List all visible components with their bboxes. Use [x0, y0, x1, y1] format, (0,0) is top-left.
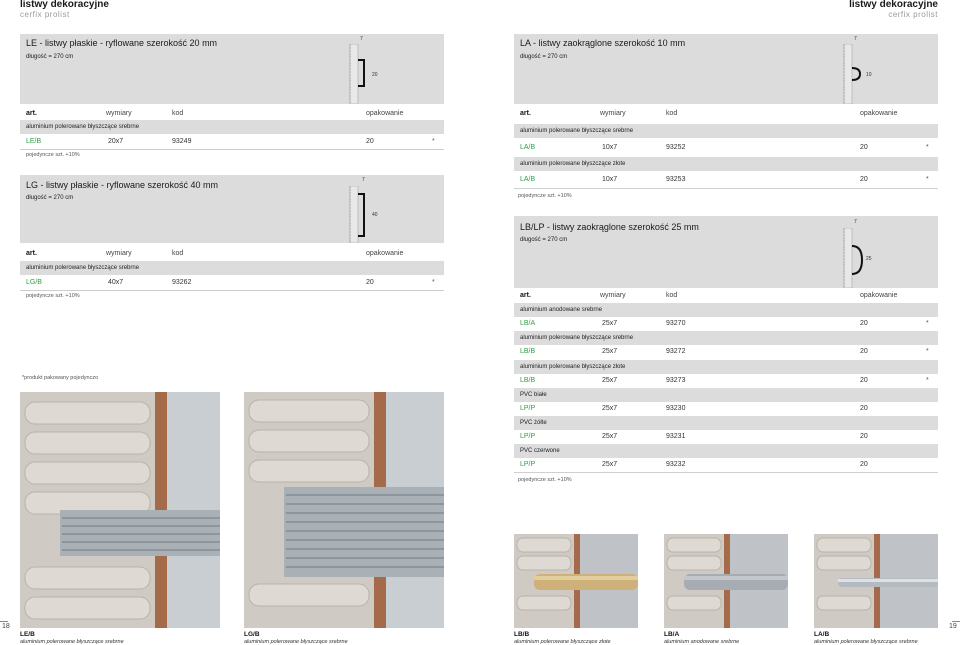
- lg-th-kod: kod: [172, 250, 184, 257]
- lb-length: długość = 270 cm: [520, 237, 568, 243]
- row-op: 20: [860, 433, 868, 440]
- lb-profile-diagram: [834, 228, 894, 288]
- lg-th-opakowanie: opakowanie: [366, 250, 404, 257]
- row-dim: 10x7: [602, 144, 618, 151]
- row-star: *: [926, 377, 929, 384]
- lb-dim-side: 25: [866, 256, 872, 262]
- table-row: [514, 345, 938, 359]
- table-row: [514, 173, 938, 187]
- caption-code: LB/B: [514, 631, 530, 638]
- table-row: [20, 135, 444, 149]
- table-row: [20, 276, 444, 290]
- le-note: pojedyncze szt. +10%: [26, 152, 80, 158]
- lb-th-wymiary: wymiary: [600, 292, 626, 299]
- divider: [514, 188, 938, 189]
- la-title: LA - listwy zaokrąglone szerokość 10 mm: [520, 38, 686, 48]
- left-page-title: listwy dekoracyjne: [20, 0, 109, 10]
- page-tick-right: [952, 621, 960, 622]
- footnote: *produkt pakowany pojedynczo: [22, 375, 99, 381]
- row-dim: 25x7: [602, 461, 618, 468]
- la-length: długość = 270 cm: [520, 54, 568, 60]
- caption-code: LB/A: [664, 631, 680, 638]
- le-dim-top: 7: [360, 36, 363, 42]
- row-star: *: [432, 138, 435, 145]
- table-row: [514, 402, 938, 416]
- caption-desc: aluminium anodowane srebrne: [664, 639, 740, 645]
- row-op: 20: [860, 377, 868, 384]
- row-op: 20: [860, 461, 868, 468]
- divider: [514, 472, 938, 473]
- caption-code: LA/B: [814, 631, 830, 638]
- le-profile-diagram: [340, 44, 400, 104]
- page-tick-left: [0, 621, 8, 622]
- caption-desc: aluminium polerowane błyszczące srebrne: [20, 639, 124, 645]
- le-th-kod: kod: [172, 110, 184, 117]
- row-code: LA/B: [520, 144, 536, 151]
- row-code: LB/B: [520, 348, 536, 355]
- caption-desc: aluminium polerowane błyszczące srebrne: [244, 639, 348, 645]
- lg-th-art: art.: [26, 250, 37, 257]
- lb-th-opakowanie: opakowanie: [860, 292, 898, 299]
- row-star: *: [926, 320, 929, 327]
- lg-th-wymiary: wymiary: [106, 250, 132, 257]
- row-op: 20: [366, 279, 374, 286]
- page-number-right: 19: [949, 623, 957, 630]
- row-code: LE/B: [26, 138, 42, 145]
- lb-category: PVC czerwone: [514, 444, 938, 458]
- row-dim: 40x7: [108, 279, 124, 286]
- photo-le-b: [20, 392, 220, 628]
- la-th-wymiary: wymiary: [600, 110, 626, 117]
- row-dim: 25x7: [602, 320, 618, 327]
- lg-dim-side: 40: [372, 212, 378, 218]
- lb-th-art: art.: [520, 292, 531, 299]
- caption-desc: aluminium polerowane błyszczące srebrne: [814, 639, 918, 645]
- row-dim: 20x7: [108, 138, 124, 145]
- row-star: *: [926, 348, 929, 355]
- lb-note: pojedyncze szt. +10%: [518, 477, 572, 483]
- divider: [20, 290, 444, 291]
- row-code: LP/P: [520, 405, 536, 412]
- divider: [20, 149, 444, 150]
- photo-la-b: [814, 534, 938, 628]
- caption-code: LE/B: [20, 631, 35, 638]
- caption-code: LG/B: [244, 631, 260, 638]
- lg-note: pojedyncze szt. +10%: [26, 293, 80, 299]
- row-op: 20: [366, 138, 374, 145]
- row-code: LP/P: [520, 433, 536, 440]
- left-brand: cerfix prolist: [20, 10, 70, 19]
- lb-category: PVC żółte: [514, 416, 938, 430]
- row-code: LP/P: [520, 461, 536, 468]
- le-th-wymiary: wymiary: [106, 110, 132, 117]
- row-op: 20: [860, 176, 868, 183]
- le-title: LE - listwy płaskie - ryflowane szerokość 20 mm: [26, 38, 218, 48]
- row-kod: 93252: [666, 144, 686, 151]
- photo-lg-b: [244, 392, 444, 628]
- table-row: [514, 458, 938, 472]
- la-th-kod: kod: [666, 110, 678, 117]
- row-kod: 93272: [666, 348, 686, 355]
- la-dim-top: 7: [854, 36, 857, 42]
- la-note: pojedyncze szt. +10%: [518, 193, 572, 199]
- la-category: aluminium polerowane błyszczące złote: [514, 157, 938, 171]
- row-op: 20: [860, 144, 868, 151]
- row-code: LB/B: [520, 377, 536, 384]
- lb-title: LB/LP - listwy zaokrąglone szerokość 25 mm: [520, 222, 699, 232]
- row-star: *: [926, 176, 929, 183]
- row-kod: 93270: [666, 320, 686, 327]
- le-length: długość = 270 cm: [26, 54, 74, 60]
- row-kod: 93253: [666, 176, 686, 183]
- lg-profile-diagram: [340, 186, 400, 243]
- row-op: 20: [860, 320, 868, 327]
- row-dim: 25x7: [602, 433, 618, 440]
- table-row: [514, 141, 938, 155]
- lg-length: długość = 270 cm: [26, 195, 74, 201]
- le-th-art: art.: [26, 110, 37, 117]
- row-kod: 93231: [666, 433, 686, 440]
- le-category: aluminium polerowane błyszczące srebrne: [20, 120, 444, 134]
- lg-category: aluminium polerowane błyszczące srebrne: [20, 261, 444, 275]
- la-th-art: art.: [520, 110, 531, 117]
- row-dim: 25x7: [602, 348, 618, 355]
- row-dim: 25x7: [602, 405, 618, 412]
- table-row: [514, 317, 938, 331]
- lb-category: aluminium polerowane błyszczące srebrne: [514, 331, 938, 345]
- row-dim: 25x7: [602, 377, 618, 384]
- photo-lb-b: [514, 534, 638, 628]
- row-kod: 93273: [666, 377, 686, 384]
- row-op: 20: [860, 348, 868, 355]
- right-page-title: listwy dekoracyjne: [849, 0, 938, 10]
- row-dim: 10x7: [602, 176, 618, 183]
- lb-dim-top: 7: [854, 219, 857, 225]
- la-profile-diagram: [834, 44, 894, 104]
- caption-desc: aluminium polerowane błyszczące złote: [514, 639, 611, 645]
- table-row: [514, 374, 938, 388]
- row-kod: 93230: [666, 405, 686, 412]
- right-brand: cerfix prolist: [888, 10, 938, 19]
- la-th-opakowanie: opakowanie: [860, 110, 898, 117]
- la-dim-side: 10: [866, 72, 872, 78]
- lb-th-kod: kod: [666, 292, 678, 299]
- le-dim-side: 20: [372, 72, 378, 78]
- row-code: LB/A: [520, 320, 536, 327]
- lb-category: aluminium polerowane błyszczące złote: [514, 360, 938, 374]
- lb-category: aluminium anodowane srebrne: [514, 303, 938, 317]
- lg-dim-top: 7: [362, 177, 365, 183]
- row-op: 20: [860, 405, 868, 412]
- photo-lb-a: [664, 534, 788, 628]
- la-category: aluminium polerowane błyszczące srebrne: [514, 124, 938, 138]
- row-star: *: [432, 279, 435, 286]
- row-code: LA/B: [520, 176, 536, 183]
- row-code: LG/B: [26, 279, 42, 286]
- row-kod: 93249: [172, 138, 192, 145]
- le-th-opakowanie: opakowanie: [366, 110, 404, 117]
- row-kod: 93262: [172, 279, 192, 286]
- table-row: [514, 430, 938, 444]
- row-star: *: [926, 144, 929, 151]
- lb-category: PVC białe: [514, 388, 938, 402]
- page-number-left: 18: [2, 623, 10, 630]
- lg-title: LG - listwy płaskie - ryflowane szerokość 40 mm: [26, 180, 219, 190]
- row-kod: 93232: [666, 461, 686, 468]
